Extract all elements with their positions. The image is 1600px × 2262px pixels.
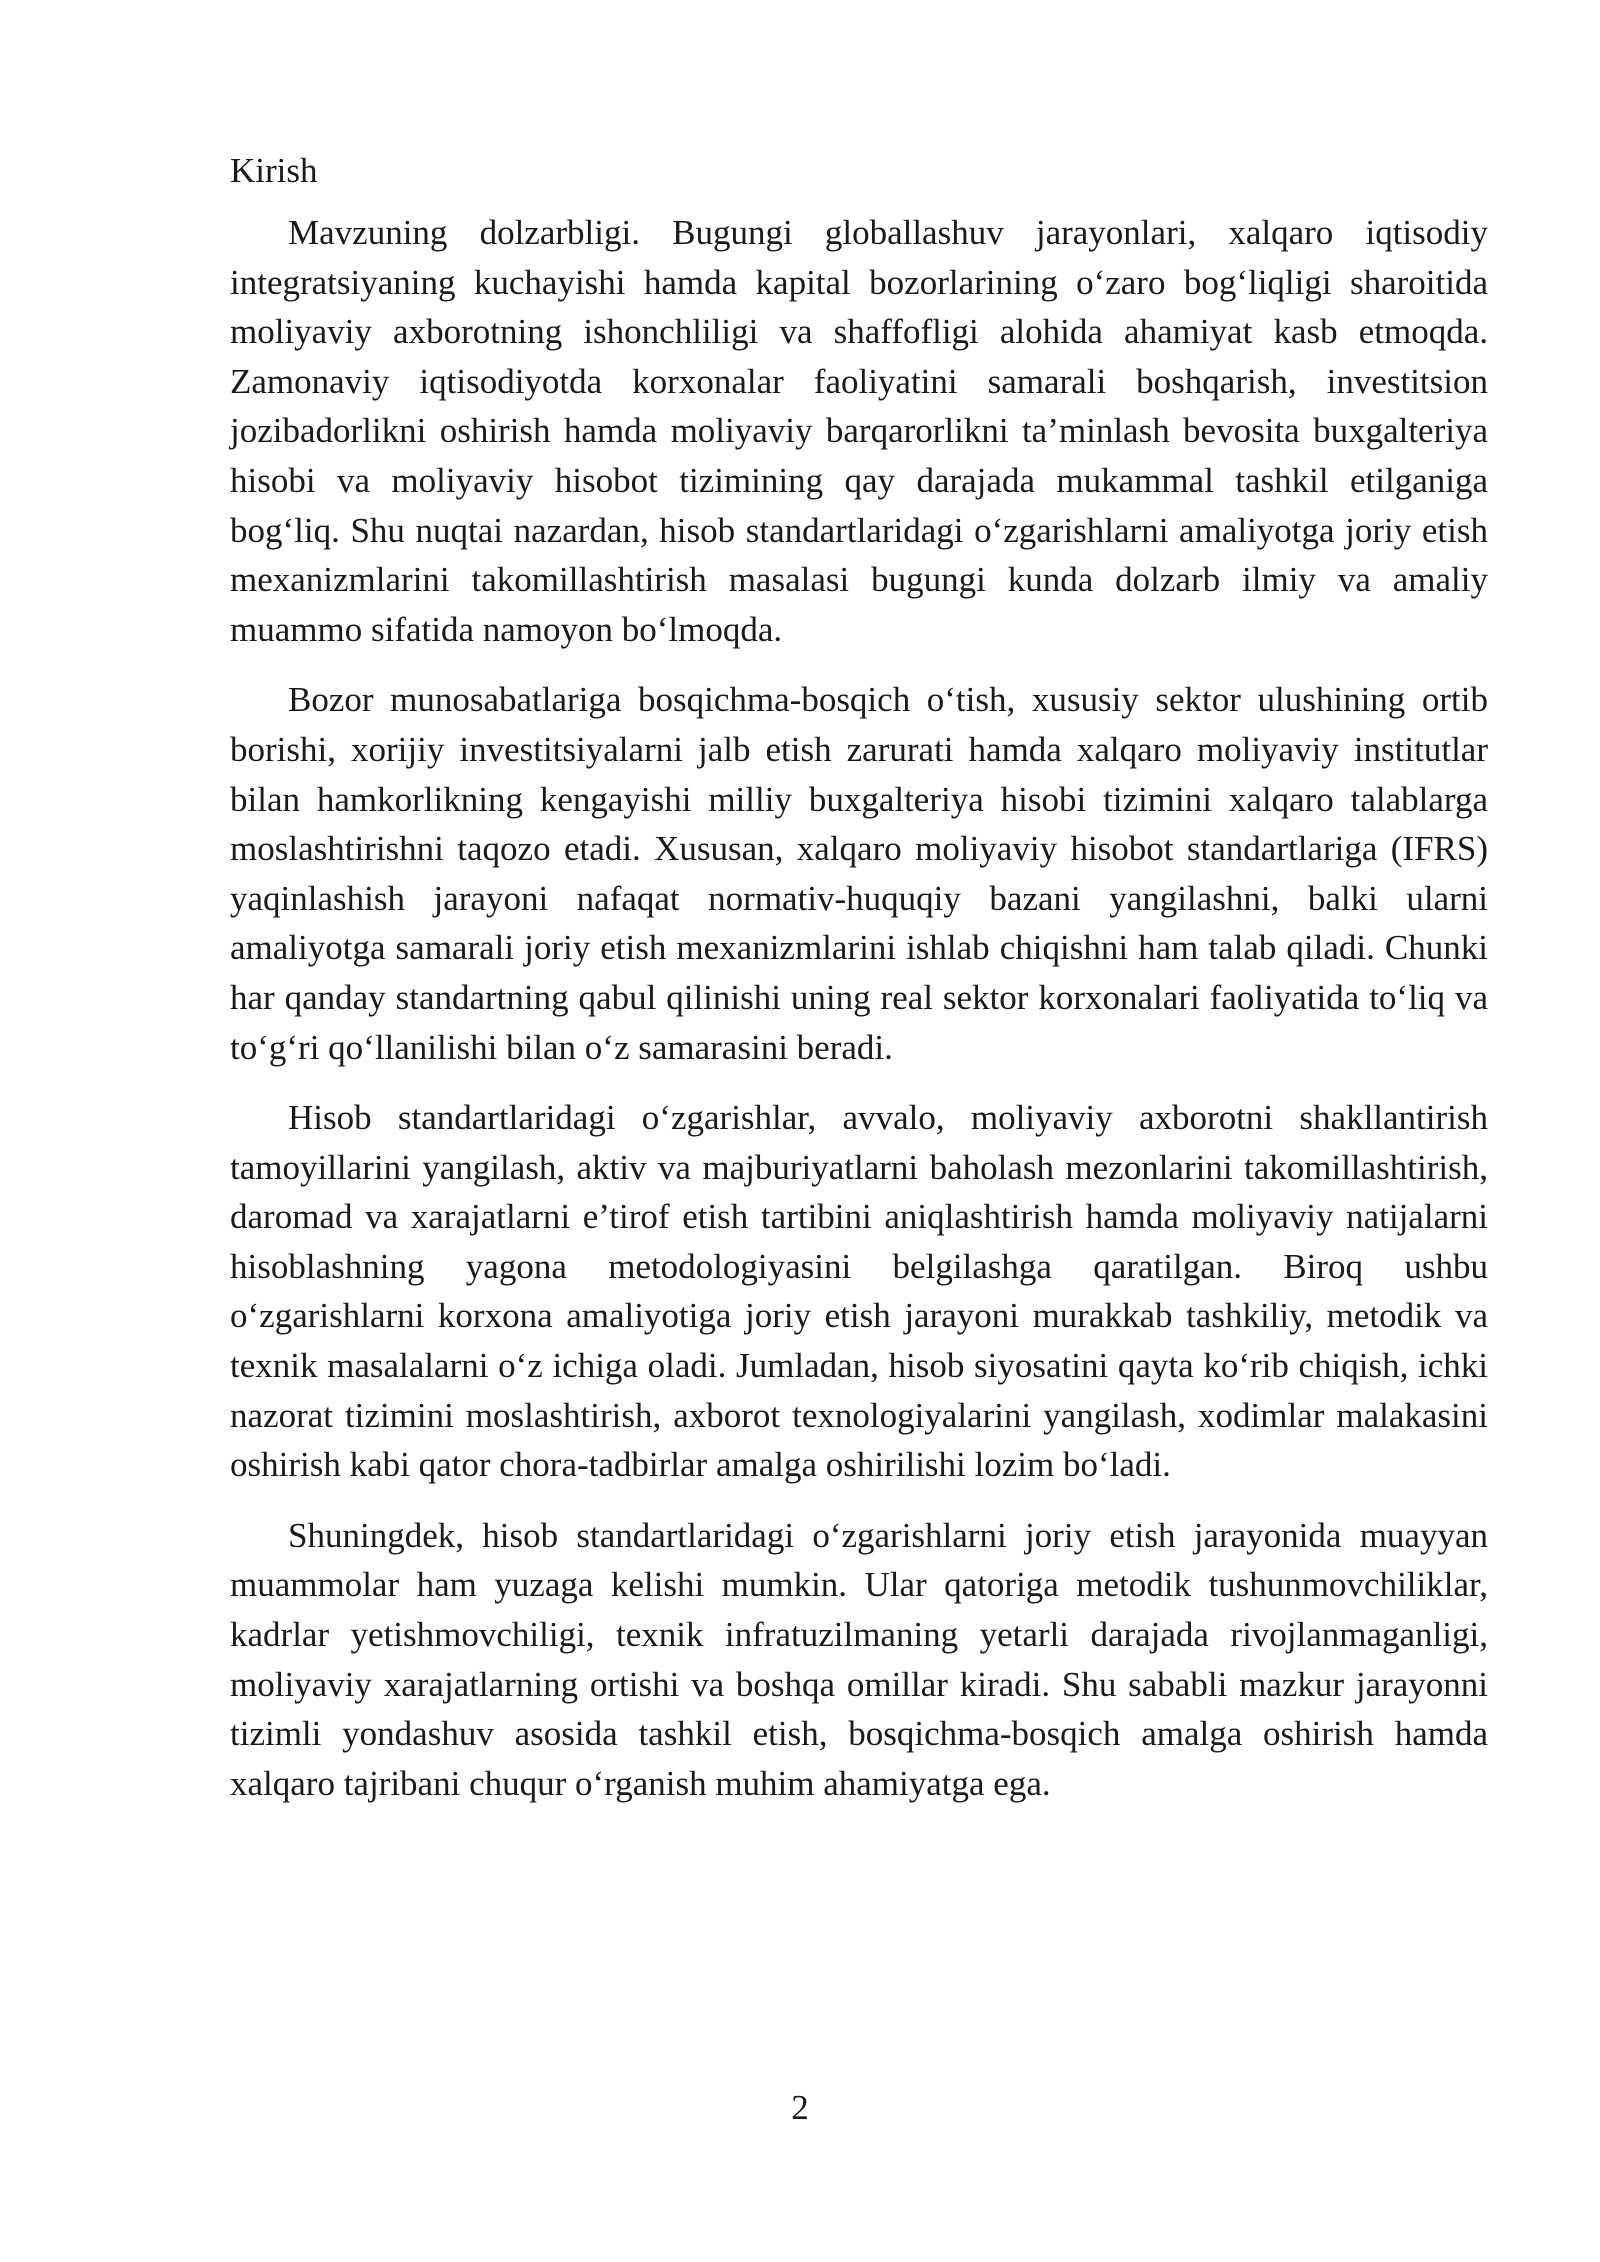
section-heading: Kirish [230,151,318,190]
document-page [230,146,1488,1829]
paragraph-market-transition: Bozor munosabatlariga bosqichma-bosqich o‘tish, xususiy sektor ulushining ortib borishi, xorijiy investitsiyalarni jalb etish zarurati hamda xalqaro moliyaviy institutlar bilan hamkorlikning kengayishi milliy buxgalteriya hisobi tizimini xalqaro talablarga moslashtirishni taqozo etadi. Xususan, xalqaro moliyaviy hisobot standartlariga (IFRS) yaqinlashish jarayoni nafaqat normativ-huquqiy bazani yangilashni, balki ularni amaliyotga samarali joriy etish mexanizmlarini ishlab chiqishni ham talab qiladi. Chunki har qanday standartning qabul qilinishi uning real sektor korxonalari faoliyatida to‘liq va to‘g‘ri qo‘llanilishi bilan o‘z samarasini beradi. [230,680,1488,1067]
paragraph-implementation-problems: Shuningdek, hisob standartlaridagi o‘zgarishlarni joriy etish jarayonida muayyan muammolar ham yuzaga kelishi mumkin. Ular qatoriga metodik tushunmovchiliklar, kadrlar yetishmovchiligi, texnik infratuzilmaning yetarli darajada rivojlanmaganligi, moliyaviy xarajatlarning ortishi va boshqa omillar kiradi. Shu sababli mazkur jarayonni tizimli yondashuv asosida tashkil etish, bosqichma-bosqich amalga oshirish hamda xalqaro tajribani chuqur o‘rganish muhim ahamiyatga ega. [230,1515,1488,1803]
paragraph-relevance: Mavzuning dolzarbligi. Bugungi globallashuv jarayonlari, xalqaro iqtisodiy integratsiyaning kuchayishi hamda kapital bozorlarining o‘zaro bog‘liqligi sharoitida moliyaviy axborotning ishonchliligi va shaffofligi alohida ahamiyat kasb etmoqda. Zamonaviy iqtisodiyotda korxonalar faoliyatini samarali boshqarish, investitsion jozibadorlikni oshirish hamda moliyaviy barqarorlikni ta’minlash bevosita buxgalteriya hisobi va moliyaviy hisobot tizimining qay darajada mukammal tashkil etilganiga bog‘liq. Shu nuqtai nazardan, hisob standartlaridagi o‘zgarishlarni amaliyotga joriy etish mexanizmlarini takomillashtirish masalasi bugungi kunda dolzarb ilmiy va amaliy muammo sifatida namoyon bo‘lmoqda. [230,213,1488,649]
paragraph-standard-changes: Hisob standartlaridagi o‘zgarishlar, avvalo, moliyaviy axborotni shakllantirish tamoyillarini yangilash, aktiv va majburiyatlarni baholash mezonlarini takomillashtirish, daromad va xarajatlarni e’tirof etish tartibini aniqlashtirish hamda moliyaviy natijalarni hisoblashning yagona metodologiyasini belgilashga qaratilgan. Biroq ushbu o‘zgarishlarni korxona amaliyotiga joriy etish jarayoni murakkab tashkiliy, metodik va texnik masalalarni o‘z ichiga oladi. Jumladan, hisob siyosatini qayta ko‘rib chiqish, ichki nazorat tizimini moslashtirish, axborot texnologiyalarini yangilash, xodimlar malakasini oshirish kabi qator chora-tadbirlar amalga oshirilishi lozim bo‘ladi. [230,1098,1488,1485]
page-number: 2 [791,2088,809,2127]
